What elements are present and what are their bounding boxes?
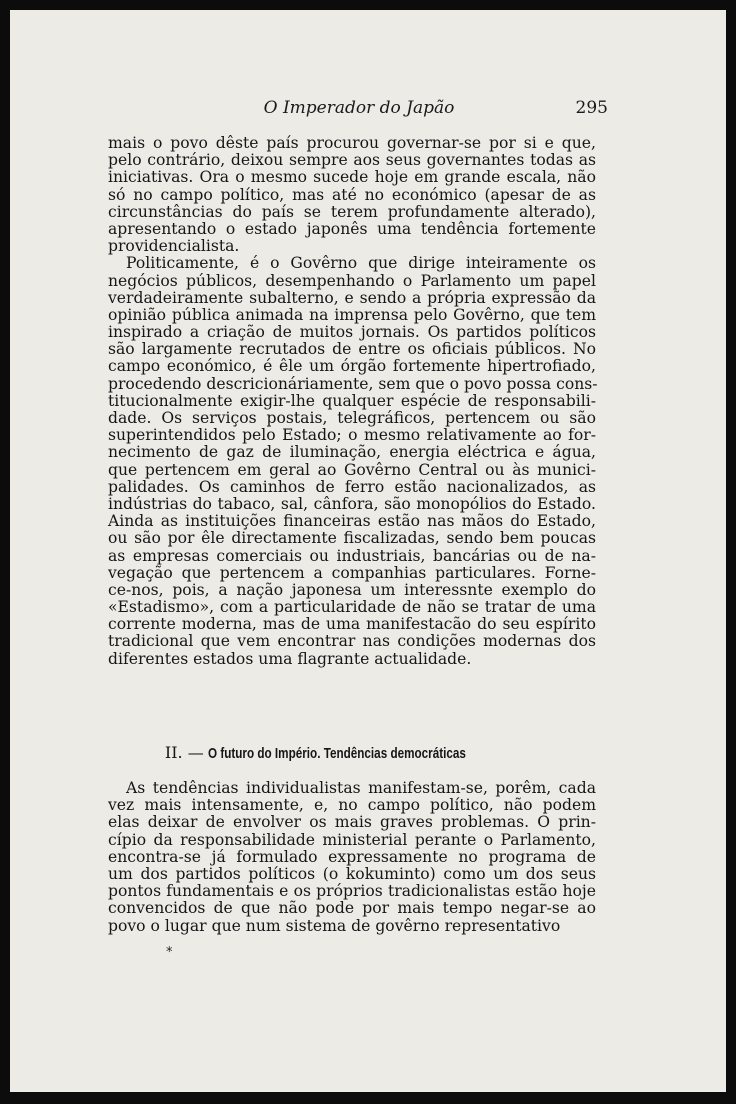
text-line: que pertencem em geral ao Govêrno Central ou às munici- xyxy=(108,460,596,479)
text-line: pontos fundamentais e os próprios tradicionalistas estão hoje xyxy=(108,882,596,901)
text-line: providencialista. xyxy=(108,237,240,256)
text-line: vegação que pertencem a companhias particulares. Forne- xyxy=(108,563,596,582)
text-line: só no campo político, mas até no económico (apesar de as xyxy=(108,185,596,204)
text-line: diferentes estados uma flagrante actualidade. xyxy=(108,649,472,668)
text-line: verdadeiramente subalterno, e sendo a própria expressão da xyxy=(108,288,596,307)
text-line: «Estadismo», com a particularidade de não se tratar de uma xyxy=(108,598,596,617)
section-title: O futuro do Império. Tendências democráticas xyxy=(208,745,467,762)
text-line: tradicional que vem encontrar nas condições modernas dos xyxy=(108,632,596,651)
paragraph xyxy=(108,255,596,668)
text-line: Politicamente, é o Govêrno que dirige inteiramente os xyxy=(126,254,596,273)
paragraph xyxy=(108,135,596,255)
section-number: II. — xyxy=(164,743,204,762)
text-line: corrente moderna, mas de uma manifestacão do seu espírito xyxy=(108,615,596,634)
text-line: Ainda as instituições financeiras estão nas mãos do Estado, xyxy=(108,512,596,531)
text-line: circunstâncias do país se terem profundamente alterado), xyxy=(108,202,596,221)
text-line: ce-nos, pois, a nação japonesa um interessnte exemplo do xyxy=(108,580,596,599)
text-line: as empresas comerciais ou industriais, bancárias ou de na- xyxy=(108,546,596,565)
text-line: inspirado a criação de muitos jornais. Os partidos políticos xyxy=(108,323,596,342)
text-line: um dos partidos políticos (o kokuminto) como um dos seus xyxy=(108,864,596,883)
text-line: pelo contrário, deixou sempre aos seus governantes todas as xyxy=(108,151,596,170)
text-line: são largamente recrutados de entre os oficiais públicos. No xyxy=(108,340,596,359)
body-text-bottom xyxy=(108,780,596,935)
text-line: apresentando o estado japonês uma tendência fortemente xyxy=(108,219,596,238)
paragraph xyxy=(108,780,596,935)
text-line: As tendências individualistas manifestam-se, porêm, cada xyxy=(126,779,596,797)
text-line: indústrias do tabaco, sal, cânfora, são monopólios do Estado. xyxy=(108,494,596,513)
text-line: ou são por êle directamente fiscalizadas, sendo bem poucas xyxy=(108,529,596,548)
text-line: opinião pública animada na imprensa pelo Govêrno, que tem xyxy=(108,305,596,324)
text-line: dade. Os serviços postais, telegráficos, pertencem ou são xyxy=(108,409,596,427)
text-line: campo económico, é êle um órgão fortemente hipertrofiado, xyxy=(108,357,596,376)
text-line: vez mais intensamente, e, no campo político, não podem xyxy=(108,796,596,815)
body-text-top xyxy=(108,135,596,668)
page-number: 295 xyxy=(575,98,608,118)
text-line: necimento de gaz de iluminação, energia eléctrica e água, xyxy=(108,443,596,462)
text-line: convencidos de que não pode por mais tempo negar-se ao xyxy=(108,899,596,918)
footer-star-mark: * xyxy=(166,945,173,960)
book-page xyxy=(10,10,726,1092)
running-head xyxy=(110,98,608,122)
text-line: palidades. Os caminhos de ferro estão nacionalizados, as xyxy=(108,477,596,496)
text-line: povo o lugar que num sistema de govêrno representativo xyxy=(108,916,561,935)
text-line: negócios públicos, desempenhando o Parlamento um papel xyxy=(108,271,596,290)
section-heading xyxy=(108,743,596,762)
text-line: procedendo descricionáriamente, sem que o povo possa cons- xyxy=(108,374,598,393)
text-line: encontra-se já formulado expressamente no programa de xyxy=(108,847,596,866)
text-line: cípio da responsabilidade ministerial perante o Parlamento, xyxy=(108,830,596,849)
running-title: O Imperador do Japão xyxy=(263,98,455,118)
text-line: superintendidos pelo Estado; o mesmo relativamente ao for- xyxy=(108,426,596,445)
text-line: iniciativas. Ora o mesmo sucede hoje em grande escala, não xyxy=(108,168,596,187)
text-line: elas deixar de envolver os mais graves problemas. O prin- xyxy=(108,813,596,832)
text-line: titucionalmente exigir-lhe qualquer espécie de responsabili- xyxy=(108,391,596,410)
text-line: mais o povo dêste país procurou governar-se por si e que, xyxy=(108,134,596,152)
